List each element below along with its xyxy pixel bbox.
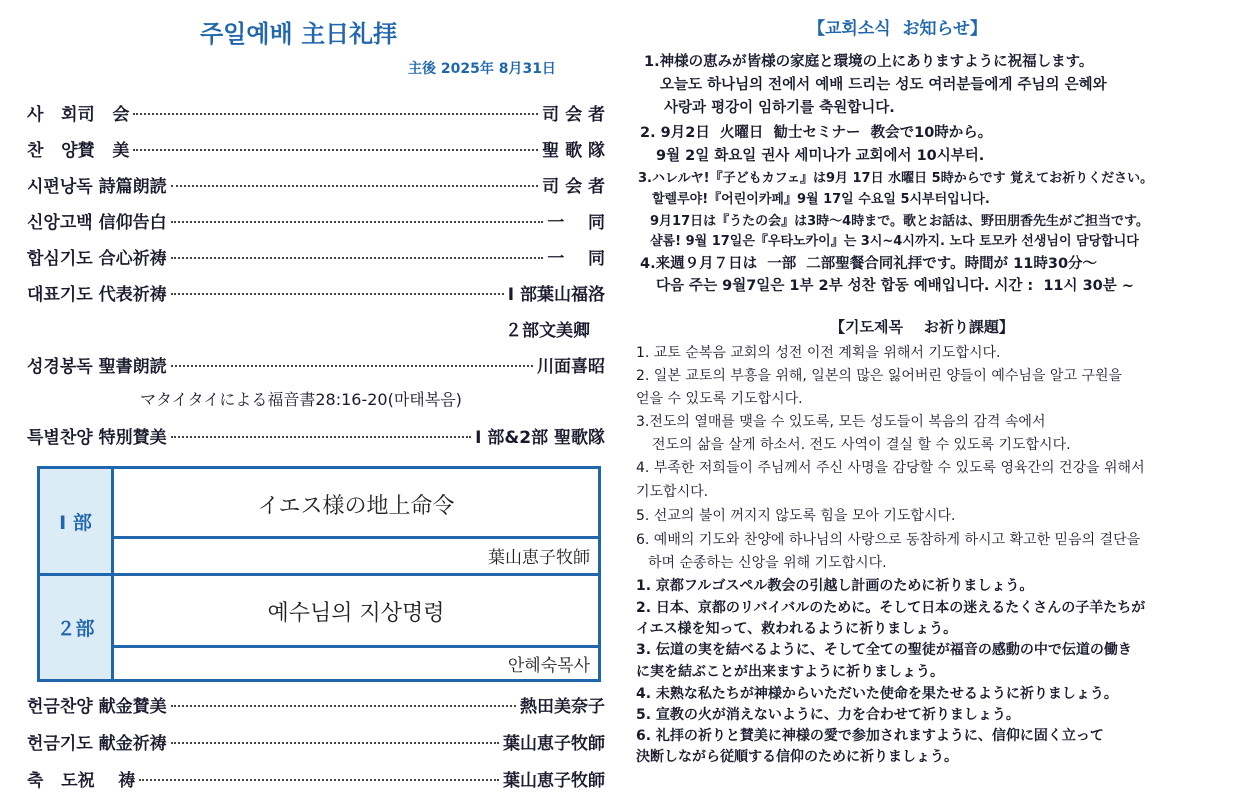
order-row-presider: [27, 98, 605, 126]
sermon-box: [37, 466, 601, 682]
prayer-line: 決断しながら従順する信仰のために祈りましょう。: [636, 749, 958, 765]
prayer-line: 2. 日本、京都のリバイバルのために。そして日本の迷えるたくさんの子羊たちが: [636, 600, 1146, 616]
page-title: 주일예배 主日礼拝: [200, 20, 398, 48]
news-line: 사랑과 평강이 임하기를 축원합니다.: [664, 100, 895, 116]
order-label: 신앙고백 信仰告白: [27, 212, 167, 233]
leader-dots: [133, 113, 538, 115]
divider: [114, 645, 598, 648]
scripture-reference: マタイタイによる福音書28:16-20(마태복음): [140, 390, 462, 409]
order-label: 특별찬양 特別賛美: [27, 427, 167, 448]
leader-dots: [171, 257, 544, 259]
order-value: 葉山恵子牧師: [503, 733, 605, 754]
order-row-psalm: [27, 170, 605, 198]
order-row-special-praise: [27, 421, 605, 449]
news-line: 9월 2일 화요일 권사 세미나가 교회에서 10시부터.: [656, 148, 985, 164]
prayer-line: 5. 선교의 불이 꺼지지 않도록 힘을 모아 기도합시다.: [636, 508, 956, 524]
preacher-2: 안혜숙목사: [507, 656, 590, 676]
leader-dots: [171, 365, 533, 367]
prayer-line: 4. 未熟な私たちが神様からいただいた使命を果たせるように祈りましょう。: [636, 686, 1118, 702]
order-row-unison-prayer: [27, 242, 605, 270]
leader-dots: [171, 742, 499, 744]
news-line: 2. 9月2日 火曜日 勧士セミナー 教会で10時から。: [640, 125, 993, 141]
news-line: 4.来週９月７日は 一部 二部聖餐合同礼拝です。時間が 11時30分～: [640, 256, 1098, 272]
news-line: 샬롬! 9월 17일은『우타노카이』는 3시~4시까지. 노다 토모카 선생님이 담당합니다: [650, 234, 1139, 249]
order-value: I 部&2部 聖歌隊: [475, 427, 605, 448]
divider: [114, 536, 598, 539]
sermon-title-2: 예수님의 지상명령: [267, 601, 445, 626]
order-label: 합심기도 合心祈祷: [27, 248, 167, 269]
news-line: 3.ハレルヤ!『子どもカフェ』は9月 17日 水曜日 5時からです 覚えてお祈りください。: [638, 171, 1154, 186]
prayer-line: 6. 예배의 기도와 찬양에 하나님의 사랑으로 동참하게 하시고 확고한 믿음의 결단을: [636, 532, 1141, 548]
leader-dots: [171, 221, 544, 223]
order-row-reading: [27, 350, 605, 378]
order-row-creed: [27, 206, 605, 234]
leader-dots: [171, 436, 472, 438]
prayer-line: 4. 부족한 저희들이 주님께서 주신 사명을 감당할 수 있도록 영육간의 건강을 위해서: [636, 460, 1145, 476]
order-value: 熱田美奈子: [520, 696, 605, 717]
order-row-offering-prayer: [27, 727, 605, 755]
prayer-line: 3. 伝道の実を結べるように、そして全ての聖徒が福音の感動の中で伝道の働き: [636, 642, 1132, 658]
order-label: 사 회司 会: [27, 104, 130, 125]
preacher-1: 葉山恵子牧師: [488, 548, 590, 568]
news-line: 다음 주는 9월7일은 1부 2부 성찬 합동 예배입니다. 시간 : 11시 30분 ~: [656, 278, 1134, 294]
order-value: 川面喜昭: [537, 356, 605, 377]
order-row-benediction: [27, 764, 605, 792]
order-value: I 部葉山福洛: [507, 284, 605, 305]
order-label: 성경봉독 聖書朗読: [27, 356, 167, 377]
order-label: 헌금기도 献金祈祷: [27, 733, 167, 754]
order-value: 聖 歌 隊: [542, 140, 605, 161]
prayer-line: 2. 일본 교토의 부흥을 위해, 일본의 많은 잃어버린 양들이 예수님을 알고 구원을: [636, 368, 1123, 384]
prayer-line: 하며 순종하는 신앙을 위해 기도합시다.: [648, 555, 887, 571]
prayer-leader-part2: ２部文美卿: [505, 321, 590, 341]
order-label: 헌금찬양 献金賛美: [27, 696, 167, 717]
order-row-praise: [27, 134, 605, 162]
news-line: 오늘도 하나님의 전에서 예배 드리는 성도 여러분들에게 주님의 은혜와: [660, 77, 1107, 93]
prayer-line: 1. 교토 순복음 교회의 성전 이전 계획을 위해서 기도합시다.: [636, 345, 1001, 361]
leader-dots: [171, 705, 516, 707]
prayer-line: 5. 宣教の火が消えないように、力を合わせて祈りましょう。: [636, 707, 1020, 723]
order-row-representative-prayer: [27, 278, 605, 306]
leader-dots: [171, 185, 539, 187]
order-row-offering-praise: [27, 690, 605, 718]
order-value: 一 同: [547, 212, 605, 233]
order-value: 一 同: [547, 248, 605, 269]
order-label: 축 도祝 祷: [27, 770, 136, 791]
order-label: 찬 양賛 美: [27, 140, 130, 161]
part-label-1: I 部: [40, 469, 114, 573]
sermon-title-1: イエス様の地上命令: [257, 494, 455, 519]
prayer-line: に実を結ぶことが出来ますように祈りましょう。: [636, 664, 944, 680]
prayer-topics-title: 【기도제목 お祈り課題】: [830, 318, 1014, 336]
prayer-line: 6. 礼拝の祈りと賛美に神様の愛で参加されますように、信仰に固く立って: [636, 728, 1104, 744]
order-value: 葉山恵子牧師: [503, 770, 605, 791]
leader-dots: [133, 149, 538, 151]
news-line: 1.神様の恵みが皆様の家庭と環境の上にありますように祝福します。: [644, 54, 1094, 70]
part-label-2: ２部: [40, 576, 114, 679]
prayer-line: 얻을 수 있도록 기도합시다.: [636, 391, 803, 407]
leader-dots: [171, 293, 504, 295]
prayer-line: 전도의 삶을 살게 하소서. 전도 사역이 결실 할 수 있도록 기도합시다.: [652, 437, 1071, 453]
service-date: 主後 2025年 8月31日: [408, 61, 556, 77]
news-title: 【교회소식 お知らせ】: [808, 19, 988, 39]
news-line: 9月17日は『うたの会』は3時～4時まで。歌とお話は、野田朋香先生がご担当です。: [650, 214, 1149, 229]
news-line: 할렐루야!『어린이카페』9월 17일 수요일 5시부터입니다.: [652, 192, 990, 207]
prayer-line: イエス様を知って、救われるように祈りましょう。: [636, 621, 958, 637]
order-label: 대표기도 代表祈祷: [27, 284, 167, 305]
prayer-line: 1. 京都フルゴスペル教会の引越し計画のために祈りましょう。: [636, 578, 1034, 594]
divider: [40, 573, 598, 576]
order-label: 시편낭독 詩篇朗読: [27, 176, 167, 197]
leader-dots: [139, 779, 499, 781]
order-value: 司 会 者: [542, 176, 605, 197]
order-value: 司 会 者: [542, 104, 605, 125]
prayer-line: 3.전도의 열매를 맺을 수 있도록, 모든 성도들이 복음의 감격 속에서: [636, 414, 1046, 430]
prayer-line: 기도합시다.: [636, 484, 709, 500]
